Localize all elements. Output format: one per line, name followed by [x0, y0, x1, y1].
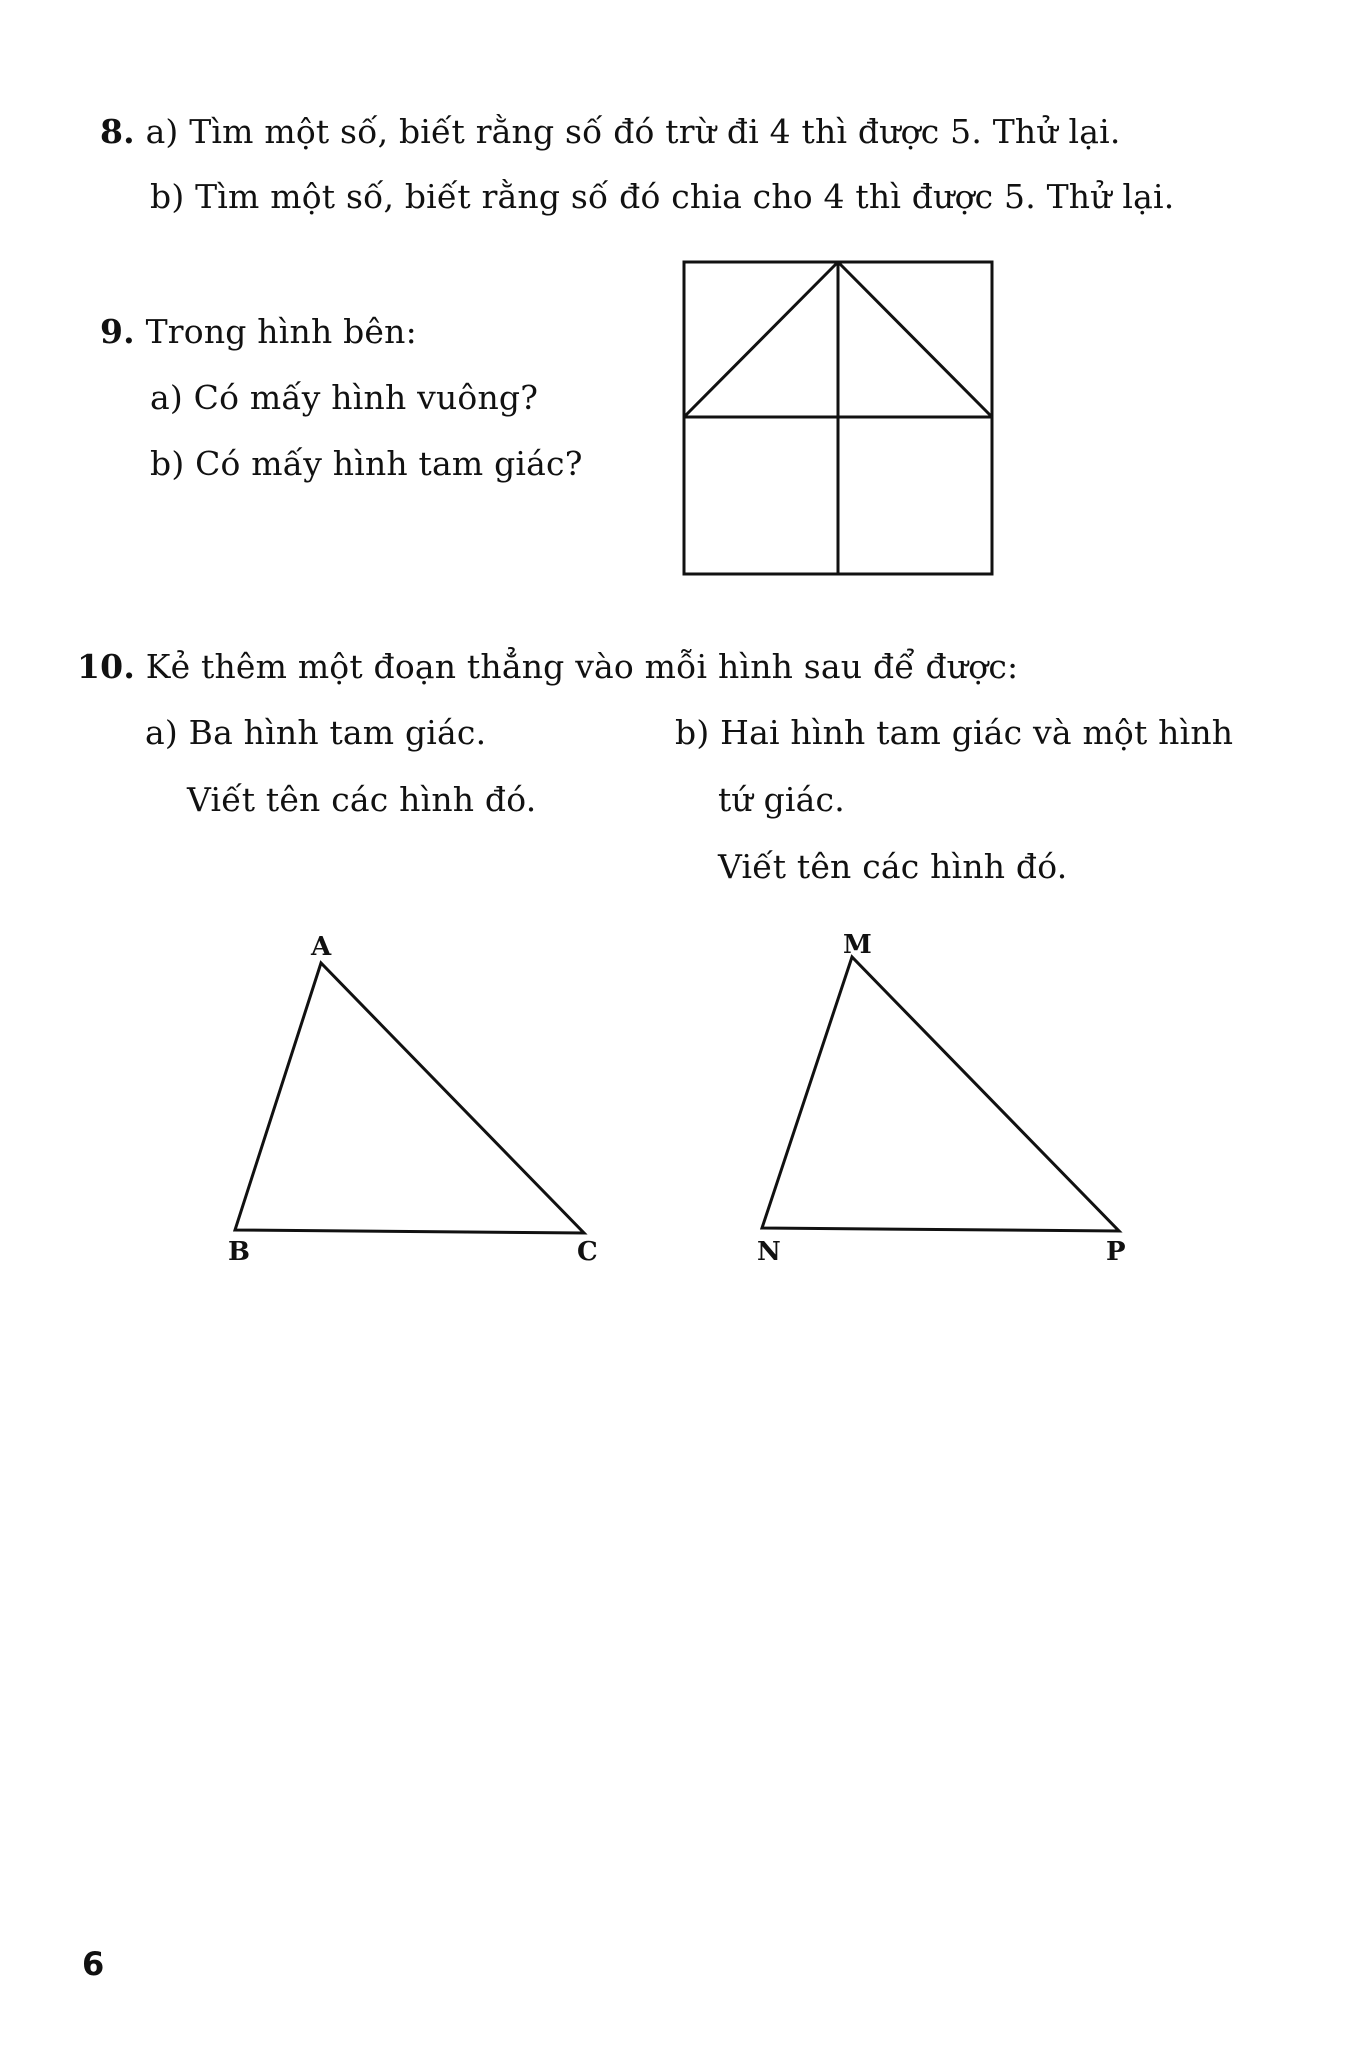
problem-10-part-a-line2: Viết tên các hình đó. — [187, 780, 537, 819]
vertex-label-p: P — [1106, 1237, 1126, 1267]
triangle-abc — [235, 963, 584, 1233]
vertex-label-a: A — [311, 932, 332, 962]
problem-8-part-b: b) Tìm một số, biết rằng số đó chia cho 4 thì được 5. Thử lại. — [150, 177, 1175, 216]
left-diagonal — [684, 262, 838, 417]
problem-9-intro-text: Trong hình bên: — [145, 312, 417, 351]
problem-8-part-a-text: a) Tìm một số, biết rằng số đó trừ đi 4 thì được 5. Thử lại. — [145, 112, 1121, 151]
problem-9-part-b: b) Có mấy hình tam giác? — [150, 444, 583, 483]
problem-10-part-b-line1: b) Hai hình tam giác và một hình — [675, 713, 1234, 752]
problem-10-intro-text: Kẻ thêm một đoạn thẳng vào mỗi hình sau để được: — [145, 647, 1019, 686]
vertex-label-n: N — [757, 1237, 781, 1267]
problem-9-number: 9. — [100, 312, 135, 351]
problem-10-number: 10. — [77, 647, 136, 686]
problem-10-part-a-line1: a) Ba hình tam giác. — [145, 713, 487, 752]
grid-square-figure — [684, 262, 992, 574]
vertex-label-c: C — [577, 1237, 598, 1267]
problem-10-part-b-line3: Viết tên các hình đó. — [718, 847, 1068, 886]
problem-9-part-a: a) Có mấy hình vuông? — [150, 378, 539, 417]
problem-10-part-b-line2: tứ giác. — [718, 780, 845, 819]
vertex-label-m: M — [843, 930, 872, 960]
right-diagonal — [838, 262, 992, 417]
triangle-mnp — [762, 957, 1119, 1231]
vertex-label-b: B — [228, 1237, 250, 1267]
problem-8-number: 8. — [100, 112, 135, 151]
page-number: 6 — [82, 1945, 105, 1983]
